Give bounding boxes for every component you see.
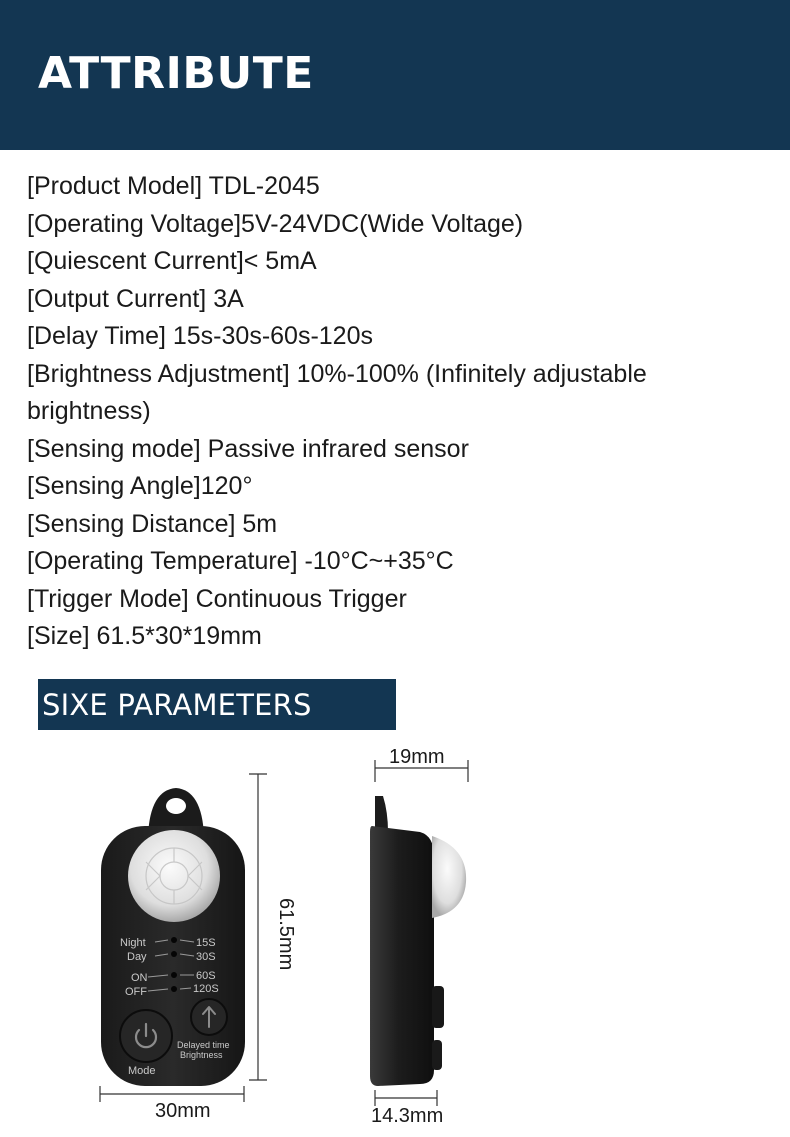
attribute-header (0, 0, 790, 150)
label-day: Day (127, 951, 147, 963)
spec-product-model: [Product Model] TDL-2045 (27, 172, 320, 200)
hanging-hole (166, 798, 186, 814)
spec-output-current: [Output Current] 3A (27, 284, 244, 313)
indicator-dot (171, 972, 177, 978)
spec-sensing-mode: [Sensing mode] Passive infrared sensor (27, 434, 469, 463)
spec-brightness-adjustment: [Brightness Adjustment] 10%-100% (Infinitely adjustable (27, 359, 647, 388)
side-button (432, 986, 444, 1028)
depth-top-label: 19mm (389, 746, 445, 768)
spec-delay-time: [Delay Time] 15s-30s-60s-120s (27, 322, 373, 350)
indicator-dot (171, 951, 177, 957)
height-dimension (249, 774, 267, 1080)
spec-trigger-mode: [Trigger Mode] Continuous Trigger (27, 584, 407, 613)
device-front-view (101, 788, 245, 1086)
spec-list (27, 168, 767, 656)
spec-sensing-distance: [Sensing Distance] 5m (27, 509, 278, 538)
label-120s: 120S (193, 983, 219, 995)
height-label: 61.5mm (275, 898, 297, 971)
spec-brightness-adjustment-cont: brightness) (27, 397, 151, 425)
depth-bottom-label: 14.3mm (371, 1105, 444, 1127)
spec-size: [Size] 61.5*30*19mm (27, 622, 262, 650)
spec-quiescent-current: [Quiescent Current]< 5mA (27, 247, 317, 275)
indicator-dot (171, 937, 177, 943)
size-parameters-title: SIXE PARAMETERS (42, 688, 312, 722)
depth-bottom-dimension (375, 1090, 437, 1106)
dimension-diagram (0, 740, 790, 1137)
size-parameters-banner (38, 679, 396, 730)
label-60s: 60S (196, 970, 216, 982)
side-pir-dome (432, 836, 466, 918)
label-15s: 15S (196, 937, 216, 949)
side-body (370, 826, 434, 1086)
indicator-dot (171, 986, 177, 992)
label-brightness: Brightness (180, 1050, 223, 1060)
spec-operating-temperature: [Operating Temperature] -10°C~+35°C (27, 547, 454, 575)
device-side-view (370, 796, 466, 1086)
side-tab (375, 796, 388, 832)
attribute-title: ATTRIBUTE (38, 48, 314, 99)
spec-sensing-angle: [Sensing Angle]120° (27, 472, 253, 500)
width-label: 30mm (155, 1100, 211, 1122)
label-night: Night (120, 937, 146, 949)
spec-operating-voltage: [Operating Voltage]5V-24VDC(Wide Voltage) (27, 209, 524, 238)
label-30s: 30S (196, 951, 216, 963)
label-on: ON (131, 972, 148, 984)
pir-lens (128, 830, 220, 922)
label-off: OFF (125, 986, 147, 998)
label-delayed-time: Delayed time (177, 1040, 230, 1050)
label-mode: Mode (128, 1065, 156, 1077)
